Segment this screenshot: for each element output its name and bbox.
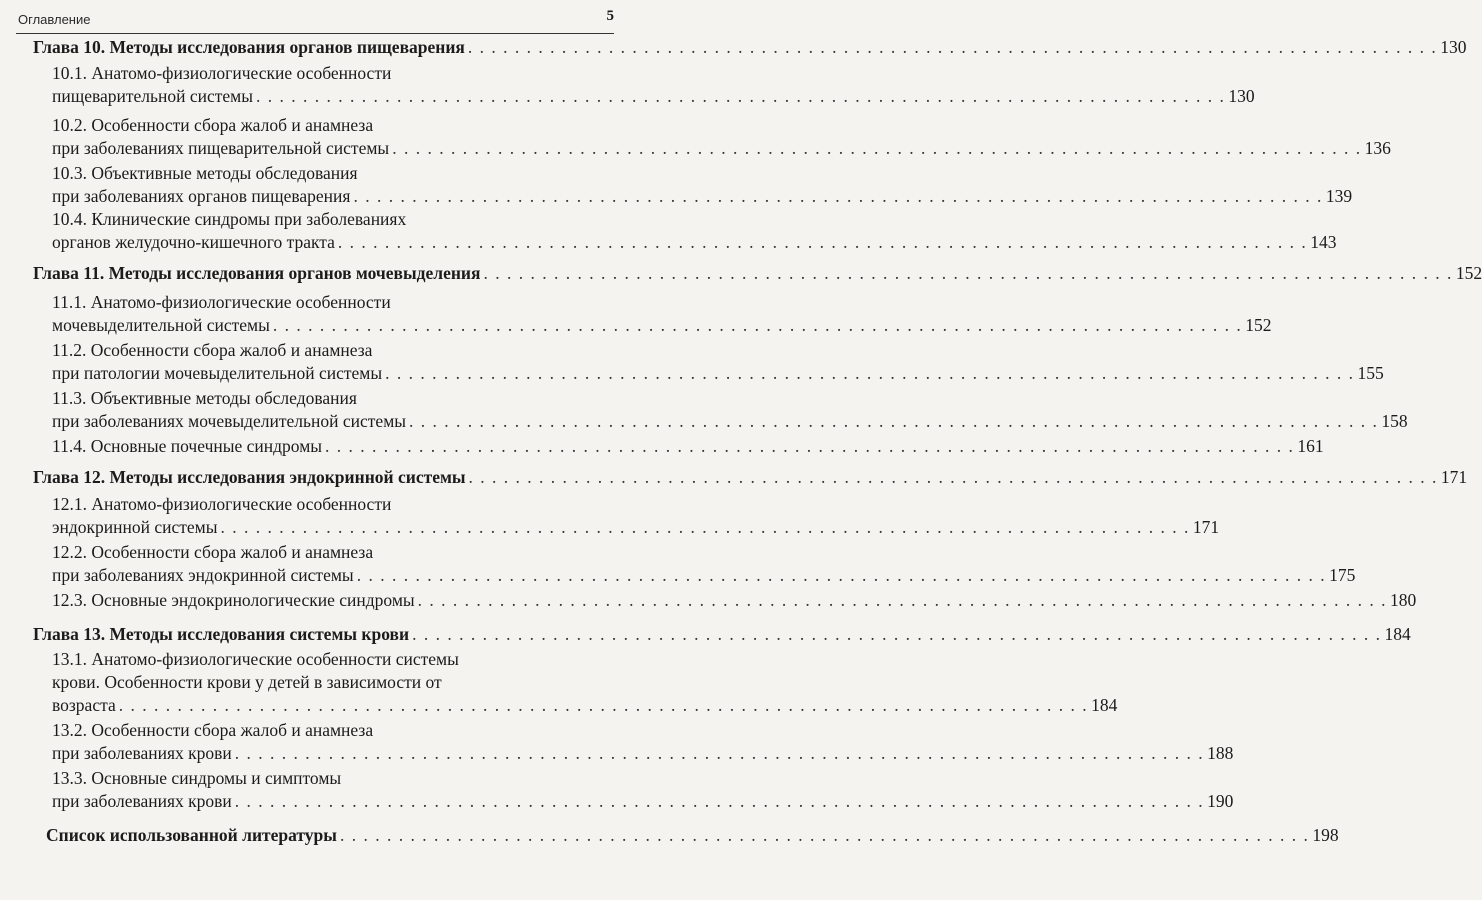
leader-dots: . . . . . . . . . . . . . . . . . . . . . . . . . . . . . . . . . . . . . . . . . . . . . . . . . . . . . . . . . . . . . . . . . . . . . . . . . . . . . . . . . . . xyxy=(234,743,1205,763)
section-13-3-line1 xyxy=(0,766,684,790)
section-11-3-line2 xyxy=(0,409,1408,433)
section-10-1-line2 xyxy=(0,84,1255,108)
chapter-11-heading xyxy=(0,261,1482,285)
chapter-title: Глава 10. Методы исследования органов пищеварения xyxy=(33,37,465,57)
section-title: 11.4. Основные почечные синдромы xyxy=(52,436,323,456)
leader-dots: . . . . . . . . . . . . . . . . . . . . . . . . . . . . . . . . . . . . . . . . . . . . . . . . . . . . . . . . . . . . . . . . . . . . . . . . . . . . . . . . . . . xyxy=(409,411,1379,431)
section-12-2-line1 xyxy=(0,540,684,564)
section-title: 11.1. Анатомо-физиологические особенности xyxy=(52,292,391,312)
section-title-cont: при заболеваниях пищеварительной системы xyxy=(52,138,390,158)
leader-dots: . . . . . . . . . . . . . . . . . . . . . . . . . . . . . . . . . . . . . . . . . . . . . . . . . . . . . . . . . . . . . . . . . . . . . . . . . . . . . . . . . . . xyxy=(339,825,1310,845)
section-title-cont: крови. Особенности крови у детей в зависимости от xyxy=(52,672,442,692)
section-title: 11.2. Особенности сбора жалоб и анамнеза xyxy=(52,340,373,360)
page-ref: 143 xyxy=(1310,232,1337,252)
section-title: 10.1. Анатомо-физиологические особенности xyxy=(52,63,392,83)
section-12-2-line2 xyxy=(0,563,1356,587)
page-ref: 171 xyxy=(1192,517,1220,537)
leader-dots: . . . . . . . . . . . . . . . . . . . . . . . . . . . . . . . . . . . . . . . . . . . . . . . . . . . . . . . . . . . . . . . . . . . . . . . . . . . . . . . . . . . xyxy=(234,791,1205,811)
section-title-cont: при заболеваниях мочевыделительной системы xyxy=(52,411,407,431)
section-12-1-line1 xyxy=(0,492,684,516)
chapter-title: Глава 12. Методы исследования эндокринной системы xyxy=(33,467,466,487)
section-13-3-line2 xyxy=(0,789,1234,813)
page-header xyxy=(16,6,614,32)
header-rule xyxy=(16,33,614,34)
leader-dots: . . . . . . . . . . . . . . . . . . . . . . . . . . . . . . . . . . . . . . . . . . . . . . . . . . . . . . . . . . . . . . . . . . . . . . . . . . . . . . . . . . . xyxy=(353,186,1323,206)
section-title: 11.3. Объективные методы обследования xyxy=(52,388,357,408)
page-ref: 171 xyxy=(1440,467,1468,487)
section-title: 12.1. Анатомо-физиологические особенности xyxy=(52,494,392,514)
page-ref: 198 xyxy=(1312,825,1339,845)
section-title-cont: при заболеваниях крови xyxy=(52,743,232,763)
section-title-cont: мочевыделительной системы xyxy=(52,315,270,335)
leader-dots: . . . . . . . . . . . . . . . . . . . . . . . . . . . . . . . . . . . . . . . . . . . . . . . . . . . . . . . . . . . . . . . . . . . . . . . . . . . . . . . . . . . xyxy=(483,263,1453,283)
section-10-3-line1 xyxy=(0,161,684,185)
section-11-4 xyxy=(0,434,1324,458)
page-ref: 139 xyxy=(1325,186,1353,206)
section-10-2-line1 xyxy=(0,113,684,137)
section-13-1-line1 xyxy=(0,647,684,671)
leader-dots: . . . . . . . . . . . . . . . . . . . . . . . . . . . . . . . . . . . . . . . . . . . . . . . . . . . . . . . . . . . . . . . . . . . . . . . . . . . . . . . . . . . xyxy=(392,138,1362,158)
page-ref: 130 xyxy=(1440,37,1467,57)
section-title-cont: пищеварительной системы xyxy=(52,86,254,106)
section-title: 10.4. Клинические синдромы при заболеваниях xyxy=(52,209,407,229)
section-13-1-line2 xyxy=(0,670,684,694)
references-title: Список использованной литературы xyxy=(46,825,337,845)
section-13-2-line2 xyxy=(0,741,1234,765)
leader-dots: . . . . . . . . . . . . . . . . . . . . . . . . . . . . . . . . . . . . . . . . . . . . . . . . . . . . . . . . . . . . . . . . . . . . . . . . . . . . . . . . . . . xyxy=(467,37,1438,57)
section-title: 13.1. Анатомо-физиологические особенности системы xyxy=(52,649,459,669)
chapter-13-heading xyxy=(0,622,1411,646)
page-ref: 130 xyxy=(1228,86,1255,106)
page-ref: 190 xyxy=(1207,791,1234,811)
section-title: 10.3. Объективные методы обследования xyxy=(52,163,358,183)
section-title: 10.2. Особенности сбора жалоб и анамнеза xyxy=(52,115,374,135)
section-title-cont: возраста xyxy=(52,695,116,715)
leader-dots: . . . . . . . . . . . . . . . . . . . . . . . . . . . . . . . . . . . . . . . . . . . . . . . . . . . . . . . . . . . . . . . . . . . . . . . . . . . . . . . . . . . xyxy=(256,86,1226,106)
section-title-cont: при заболеваниях крови xyxy=(52,791,232,811)
section-10-3-line2 xyxy=(0,184,1353,208)
section-title: 12.3. Основные эндокринологические синдромы xyxy=(52,590,415,610)
section-title-cont: при патологии мочевыделительной системы xyxy=(52,363,383,383)
page-ref: 184 xyxy=(1384,624,1411,644)
section-10-4-line2 xyxy=(0,230,1337,254)
section-title: 13.2. Особенности сбора жалоб и анамнеза xyxy=(52,720,374,740)
running-title: Оглавление xyxy=(18,12,91,27)
section-11-2-line2 xyxy=(0,361,1384,385)
section-10-4-line1 xyxy=(0,207,684,231)
section-11-2-line1 xyxy=(0,338,684,362)
page-ref: 152 xyxy=(1245,315,1272,335)
section-10-1-line1 xyxy=(0,61,684,85)
leader-dots: . . . . . . . . . . . . . . . . . . . . . . . . . . . . . . . . . . . . . . . . . . . . . . . . . . . . . . . . . . . . . . . . . . . . . . . . . . . . . . . . . . . xyxy=(272,315,1243,335)
section-10-2-line2 xyxy=(0,136,1391,160)
page-ref: 180 xyxy=(1390,590,1417,610)
chapter-12-heading xyxy=(0,465,1468,489)
page-ref: 136 xyxy=(1364,138,1391,158)
section-title: 13.3. Основные синдромы и симптомы xyxy=(52,768,342,788)
leader-dots: . . . . . . . . . . . . . . . . . . . . . . . . . . . . . . . . . . . . . . . . . . . . . . . . . . . . . . . . . . . . . . . . . . . . . . . . . . . . . . . . . . . xyxy=(385,363,1355,383)
leader-dots: . . . . . . . . . . . . . . . . . . . . . . . . . . . . . . . . . . . . . . . . . . . . . . . . . . . . . . . . . . . . . . . . . . . . . . . . . . . . . . . . . . . xyxy=(468,467,1438,487)
references-heading xyxy=(0,823,1339,847)
section-11-3-line1 xyxy=(0,386,684,410)
section-13-1-line3 xyxy=(0,693,1118,717)
leader-dots: . . . . . . . . . . . . . . . . . . . . . . . . . . . . . . . . . . . . . . . . . . . . . . . . . . . . . . . . . . . . . . . . . . . . . . . . . . . . . . . . . . . xyxy=(325,436,1295,456)
page-ref: 188 xyxy=(1207,743,1234,763)
page-ref: 155 xyxy=(1357,363,1384,383)
section-11-1-line2 xyxy=(0,313,1272,337)
leader-dots: . . . . . . . . . . . . . . . . . . . . . . . . . . . . . . . . . . . . . . . . . . . . . . . . . . . . . . . . . . . . . . . . . . . . . . . . . . . . . . . . . . . xyxy=(356,565,1327,585)
page-ref: 158 xyxy=(1381,411,1408,431)
section-11-1-line1 xyxy=(0,290,684,314)
section-title: 12.2. Особенности сбора жалоб и анамнеза xyxy=(52,542,374,562)
section-12-3 xyxy=(0,588,1417,612)
page-ref: 175 xyxy=(1329,565,1356,585)
chapter-10-heading xyxy=(0,35,1467,59)
section-title-cont: органов желудочно-кишечного тракта xyxy=(52,232,335,252)
leader-dots: . . . . . . . . . . . . . . . . . . . . . . . . . . . . . . . . . . . . . . . . . . . . . . . . . . . . . . . . . . . . . . . . . . . . . . . . . . . . . . . . . . . xyxy=(417,590,1388,610)
leader-dots: . . . . . . . . . . . . . . . . . . . . . . . . . . . . . . . . . . . . . . . . . . . . . . . . . . . . . . . . . . . . . . . . . . . . . . . . . . . . . . . . . . . xyxy=(220,517,1190,537)
leader-dots: . . . . . . . . . . . . . . . . . . . . . . . . . . . . . . . . . . . . . . . . . . . . . . . . . . . . . . . . . . . . . . . . . . . . . . . . . . . . . . . . . . . xyxy=(337,232,1308,252)
leader-dots: . . . . . . . . . . . . . . . . . . . . . . . . . . . . . . . . . . . . . . . . . . . . . . . . . . . . . . . . . . . . . . . . . . . . . . . . . . . . . . . . . . . xyxy=(412,624,1382,644)
section-13-2-line1 xyxy=(0,718,684,742)
page-ref: 161 xyxy=(1297,436,1324,456)
chapter-title: Глава 11. Методы исследования органов мочевыделения xyxy=(33,263,481,283)
page-number: 5 xyxy=(606,8,614,24)
chapter-title: Глава 13. Методы исследования системы крови xyxy=(33,624,410,644)
section-12-1-line2 xyxy=(0,515,1220,539)
page-ref: 152 xyxy=(1455,263,1482,283)
section-title-cont: эндокринной системы xyxy=(52,517,218,537)
leader-dots: . . . . . . . . . . . . . . . . . . . . . . . . . . . . . . . . . . . . . . . . . . . . . . . . . . . . . . . . . . . . . . . . . . . . . . . . . . . . . . . . . . . xyxy=(118,695,1089,715)
section-title-cont: при заболеваниях органов пищеварения xyxy=(52,186,351,206)
page-ref: 184 xyxy=(1091,695,1118,715)
section-title-cont: при заболеваниях эндокринной системы xyxy=(52,565,354,585)
